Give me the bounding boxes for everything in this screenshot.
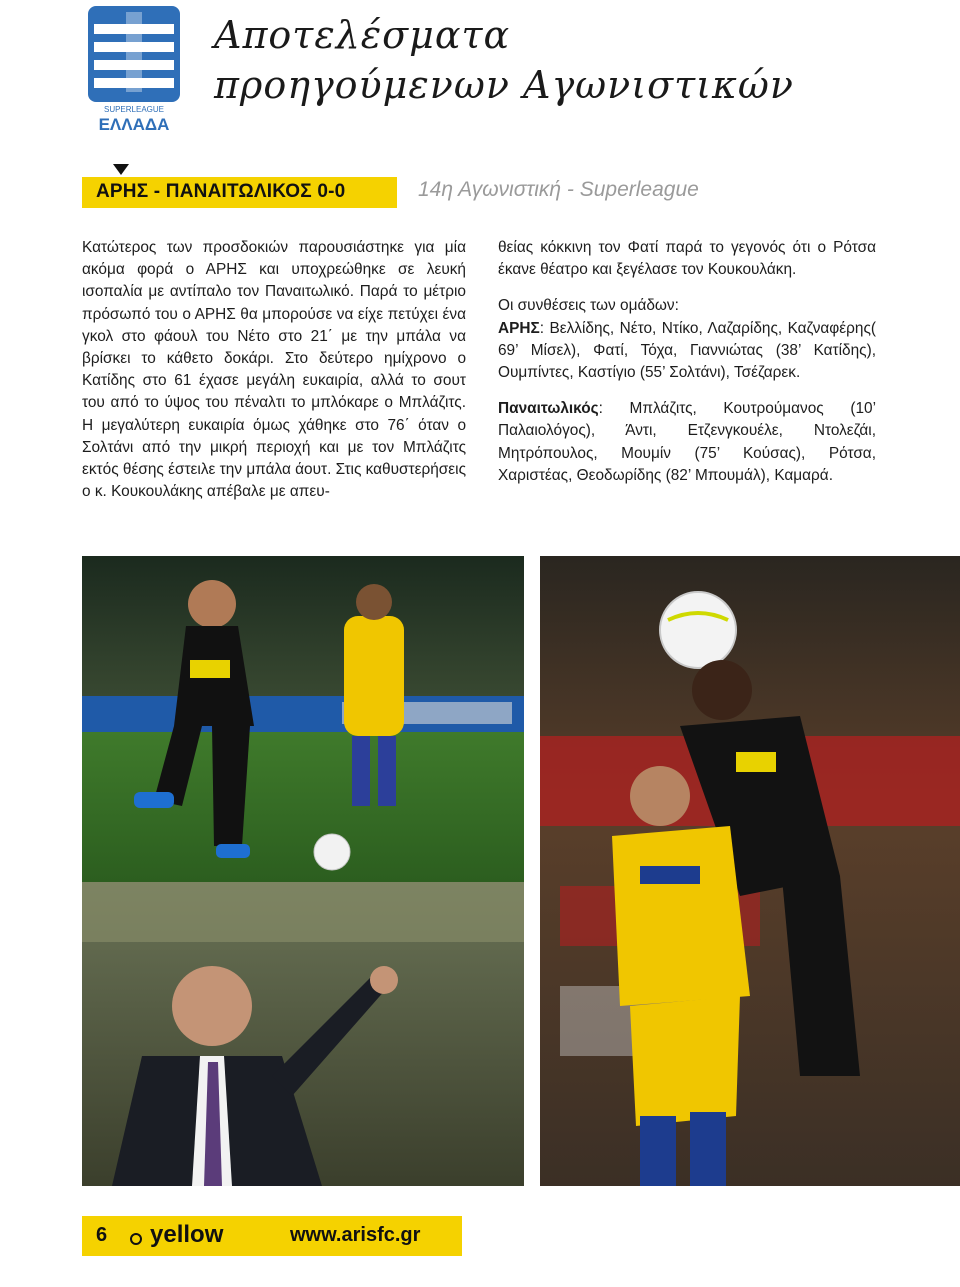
lineups-intro: Οι συνθέσεις των ομάδων: [498, 297, 679, 315]
article-paragraph: Κατώτερος των προσδοκιών παρουσιάστηκε για μία ακόμα φορά ο ΑΡΗΣ και υποχρεώθηκε σε λευκή ισοπαλία με αντίπαλο τον Παναιτωλικό. Παρά το μέτριο πρόσωπό του ο ΑΡΗΣ θα μπορούσε να είχε πετύχει ένα γκολ στο φάουλ του Νέτο στο 21΄ με την μπάλα να βρίσκει το κάθετο δοκάρι. Στο δεύτερο ημίχρονο ο Κατίδης στο 61 έχασε μεγάλη ευκαιρία, αλλά το σουτ του από το ύψος του πέναλτι το μπλόκαρε ο Μπλάζιτς. Η μεγαλύτερη ευκαιρία όμως χάθηκε στο 76΄ όταν ο Σολτάνι από την μικρή περιοχή και με τον Μπλάζιτς εκτός θέσης έστειλε την μπάλα άουτ. Στις καθυστερήσεις ο κ. Κουκουλάκης απέβαλε με απευ- [82, 239, 466, 501]
aris-lineup-text: : Βελλίδης, Νέτο, Ντίκο, Λαζαρίδης, Καζναφέρης( 69’ Μίσελ), Φατί, Τόχα, Γιαννιώτας (38’ Κατίδης), Ουμπίντες, Καστίγιο (55’ Σολτάνι), Τσέζαρεκ. [498, 319, 876, 382]
match-photo-right [540, 556, 960, 1186]
article-right-column [498, 237, 876, 501]
page-title [214, 10, 934, 110]
photo-left-image [82, 556, 524, 1186]
superleague-logo [86, 6, 182, 134]
logo-sub-text: SUPERLEAGUE [103, 105, 165, 114]
matchday-label: 14η Αγωνιστική - Superleague [418, 178, 699, 201]
circle-bullet-icon [130, 1233, 142, 1245]
website-link[interactable]: www.arisfc.gr [290, 1224, 421, 1246]
panaitolikos-lineup [498, 398, 876, 487]
title-line-2: προηγούμενων Αγωνιστικών [214, 63, 795, 107]
aris-lineup [498, 318, 876, 385]
match-photo-left [82, 556, 524, 1186]
triangle-marker-icon [113, 164, 129, 175]
logo-main-text: ΕΛΛΑΔΑ [98, 115, 170, 134]
superleague-logo-icon [86, 6, 182, 134]
match-title: ΑΡΗΣ - ΠΑΝΑΙΤΩΛΙΚΟΣ 0-0 [96, 181, 346, 202]
magazine-brand: yellow [150, 1221, 224, 1248]
panaitolikos-lineup-text: : Μπλάζιτς, Κουτρούμανος (10’ Παλαιολόγος), Άντι, Ετζενγκουέλε, Ντολεζάι, Μητρόπουλος, Μουμίν (75’ Κούσας), Ρότσα, Χαριστέας, Θεοδωρίδης (82’ Μπουμάλ), Καμαρά. [498, 400, 876, 484]
article-paragraph-continued: θείας κόκκινη τον Φατί παρά το γεγονός ότι ο Ρότσα έκανε θέατρο και ξεγέλασε τον Κουκουλάκη. [498, 239, 876, 279]
aris-label: ΑΡΗΣ [498, 319, 540, 337]
title-line-1: Αποτελέσματα [214, 13, 511, 57]
panaitolikos-label: Παναιτωλικός [498, 400, 599, 418]
photo-right-image [540, 556, 960, 1186]
page-number: 6 [96, 1224, 108, 1246]
article-left-column [82, 237, 466, 517]
